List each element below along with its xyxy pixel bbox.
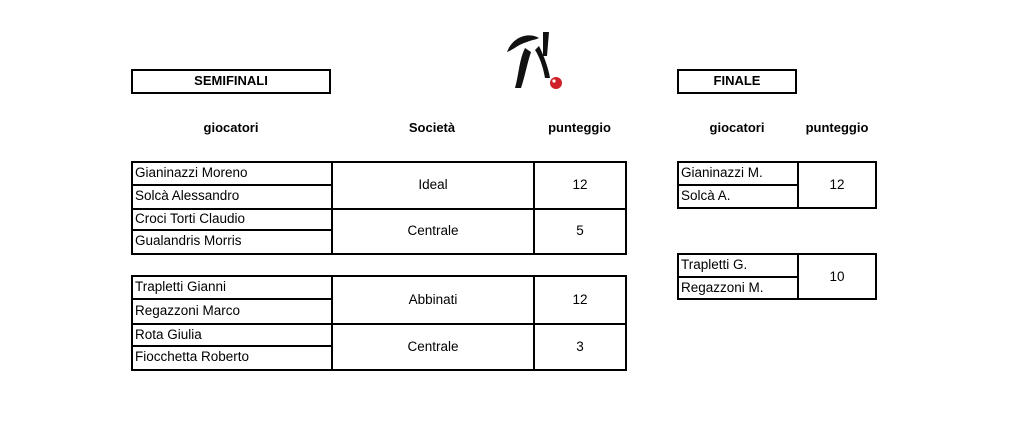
score-cell: 12 — [572, 177, 588, 192]
finale-header-players: giocatori — [709, 120, 765, 135]
score-cell: 3 — [576, 339, 584, 354]
player-name: Gualandris Morris — [135, 233, 242, 248]
player-name: Solcà A. — [681, 188, 731, 203]
semifinal-group-1 — [131, 161, 627, 255]
semifinali-header-society: Società — [408, 120, 456, 135]
society-cell: Abbinati — [408, 292, 458, 307]
player-name: Fiocchetta Roberto — [135, 349, 250, 364]
finale-pair-1 — [677, 161, 877, 209]
semifinali-header-score: punteggio — [548, 120, 611, 135]
score-cell: 5 — [576, 223, 584, 238]
semifinali-title: SEMIFINALI — [131, 69, 331, 94]
score-cell: 12 — [572, 292, 588, 307]
player-name: Gianinazzi Moreno — [135, 165, 248, 180]
player-name: Croci Torti Claudio — [135, 211, 246, 226]
semifinal-group-2 — [131, 275, 627, 371]
finale-title: FINALE — [677, 69, 797, 94]
player-name: Regazzoni Marco — [135, 303, 241, 318]
semifinali-header-players: giocatori — [203, 120, 259, 135]
player-name: Regazzoni M. — [681, 280, 764, 295]
bocce-player-logo-icon — [505, 26, 567, 92]
score-cell: 12 — [829, 177, 845, 192]
player-name: Trapletti G. — [681, 257, 748, 272]
society-cell: Ideal — [418, 177, 448, 192]
player-name: Solcà Alessandro — [135, 188, 240, 203]
player-name: Trapletti Gianni — [135, 279, 227, 294]
finale-pair-2 — [677, 253, 877, 300]
finale-header-score: punteggio — [805, 120, 869, 135]
player-name: Gianinazzi M. — [681, 165, 763, 180]
society-cell: Centrale — [407, 223, 459, 238]
player-name: Rota Giulia — [135, 327, 202, 342]
society-cell: Centrale — [407, 339, 459, 354]
score-cell: 10 — [829, 269, 845, 284]
